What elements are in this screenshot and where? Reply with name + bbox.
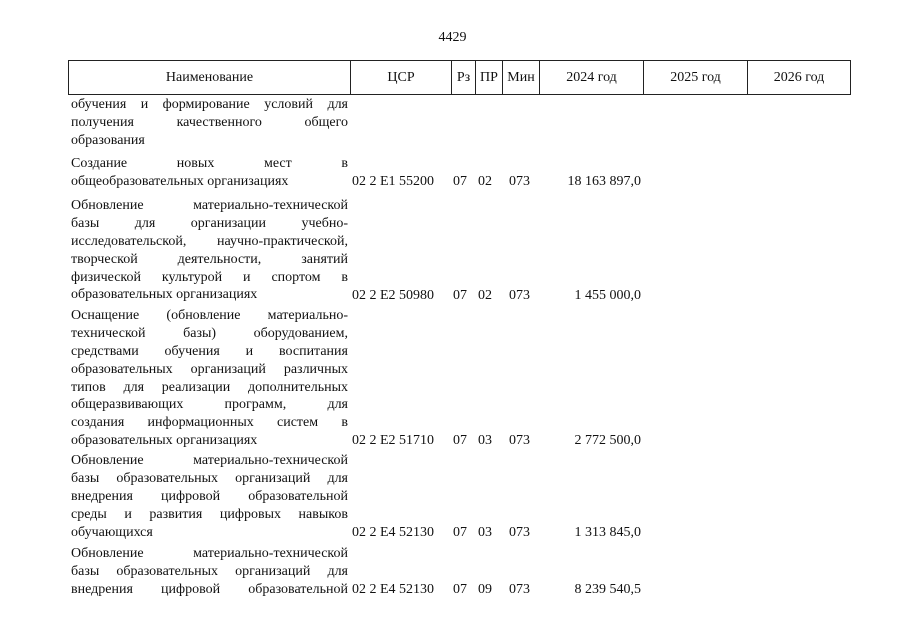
row-2024: 1 313 845,0: [574, 524, 641, 540]
name-line: обучения и формирование условий для: [71, 97, 348, 112]
row-pr: 02: [478, 173, 492, 189]
name-line: общеразвивающих программ, для: [71, 397, 348, 413]
row-pr: 03: [478, 433, 492, 449]
name-line: образовательных организациях: [71, 433, 258, 449]
name-line: среды и развития цифровых навыков: [71, 506, 348, 522]
name-line: физической культурой и спортом в: [71, 269, 348, 285]
name-line: Обновление материально-технической: [71, 198, 348, 213]
name-line: внедрения цифровой образовательной: [71, 581, 348, 597]
header-2024: 2024 год: [540, 61, 644, 94]
row-rz: 07: [453, 433, 467, 449]
name-line: творческой деятельности, занятий: [71, 251, 348, 267]
row-2024: 8 239 540,5: [574, 581, 641, 597]
name-line: базы образовательных организаций для: [71, 470, 348, 486]
row-min: 073: [509, 287, 530, 303]
name-line: создания информационных систем в: [71, 415, 348, 431]
row-csr: 02 2 E2 50980: [352, 287, 435, 303]
name-line: внедрения цифровой образовательной: [71, 488, 348, 504]
row-name: [71, 96, 348, 150]
header-rz: Рз: [452, 61, 476, 94]
page-number: 4429: [438, 30, 467, 45]
name-line: базы образовательных организаций для: [71, 563, 348, 579]
row-2024: 18 163 897,0: [567, 173, 641, 189]
row-min: 073: [509, 433, 530, 449]
row-2024: 2 772 500,0: [574, 433, 641, 449]
row-csr: 02 2 E4 52130: [352, 524, 435, 540]
name-line: образовательных организациях: [71, 287, 258, 303]
name-line: типов для реализации дополнительных: [71, 379, 348, 395]
header-2026: 2026 год: [773, 70, 825, 85]
row-rz: 07: [453, 581, 467, 597]
name-line: Создание новых мест в: [71, 156, 348, 171]
header-name: Наименование: [69, 61, 351, 94]
header-2025: 2025 год: [644, 61, 748, 94]
name-line: Обновление материально-технической: [71, 453, 348, 468]
name-line: получения качественного общего: [71, 114, 348, 130]
row-name: [71, 307, 348, 450]
row-csr: 02 2 E2 51710: [352, 433, 435, 449]
row-name: [71, 452, 348, 541]
row-rz: 07: [453, 524, 467, 540]
row-2024: 1 455 000,0: [574, 287, 641, 303]
row-pr: 02: [478, 287, 492, 303]
row-rz: 07: [453, 287, 467, 303]
name-line: средствами обучения и воспитания: [71, 343, 348, 359]
row-min: 073: [509, 173, 530, 189]
name-line: Оснащение (обновление материально-: [71, 308, 348, 323]
name-line: общеобразовательных организациях: [71, 173, 289, 189]
row-name: [71, 545, 348, 599]
row-rz: 07: [453, 173, 467, 189]
header-csr: ЦСР: [351, 61, 452, 94]
row-min: 073: [509, 524, 530, 540]
row-pr: 09: [478, 581, 492, 597]
row-csr: 02 2 E1 55200: [352, 173, 435, 189]
name-line: обучающихся: [71, 524, 153, 540]
row-min: 073: [509, 581, 530, 597]
row-pr: 03: [478, 524, 492, 540]
name-line: исследовательской, научно-практической,: [71, 233, 348, 249]
row-csr: 02 2 E4 52130: [352, 581, 435, 597]
name-line: технической базы) оборудованием,: [71, 325, 348, 341]
name-line: образования: [71, 132, 145, 148]
header-pr: ПР: [476, 61, 503, 94]
name-line: Обновление материально-технической: [71, 546, 348, 561]
name-line: образовательных организаций различных: [71, 361, 348, 377]
table-header: [68, 60, 851, 95]
header-min: Мин: [503, 61, 540, 94]
row-name: [71, 197, 348, 304]
name-line: базы для организации учебно-: [71, 215, 348, 231]
row-name: [71, 155, 348, 191]
